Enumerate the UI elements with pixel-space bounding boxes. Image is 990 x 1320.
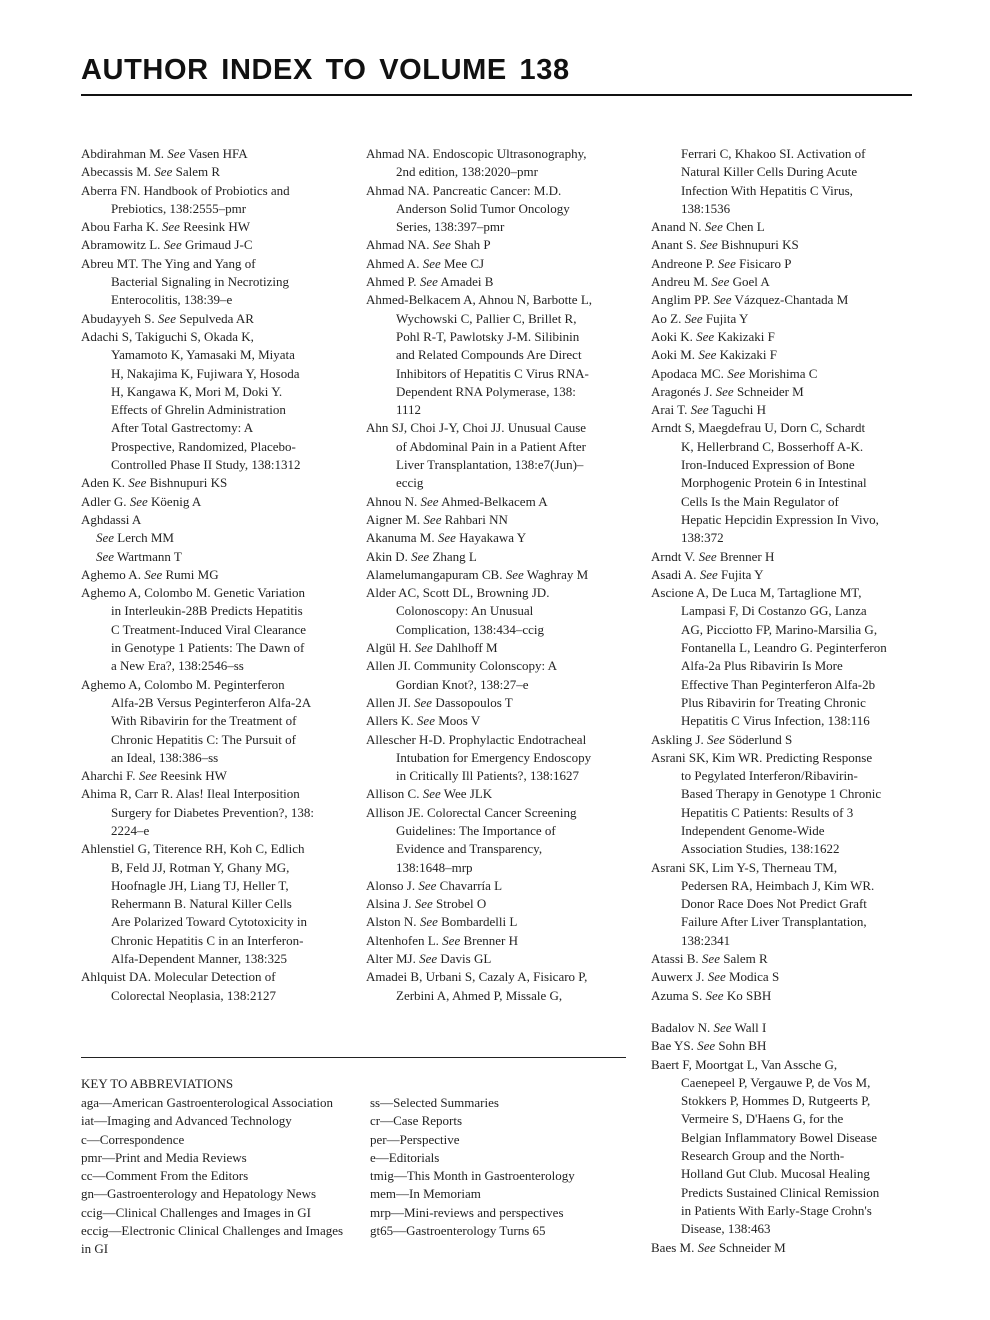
index-entry-continuation: Effective Than Peginterferon Alfa-2b xyxy=(681,676,876,692)
abbreviation-item: per—Perspective xyxy=(370,1131,460,1147)
index-entry-continuation: Belgian Inflammatory Bowel Disease xyxy=(681,1129,878,1145)
index-entry: Akanuma M. See Hayakawa Y xyxy=(366,530,527,546)
index-entry-continuation: in Genotype 1 Patients: The Dawn of xyxy=(111,640,305,656)
index-entry: Aoki K. See Kakizaki F xyxy=(651,328,775,344)
index-entry: Ahn SJ, Choi J-Y, Choi JJ. Unusual Cause xyxy=(366,420,587,436)
index-entry: Allescher H-D. Prophylactic Endotracheal xyxy=(366,731,587,747)
index-entry-continuation: Caenepeel P, Vergauwe P, de Vos M, xyxy=(681,1074,871,1090)
index-entry-continuation: Donor Race Does Not Predict Graft xyxy=(681,896,867,912)
index-entry: Allison JE. Colorectal Cancer Screening xyxy=(366,804,577,820)
index-entry-continuation: of Abdominal Pain in a Patient After xyxy=(396,438,586,454)
index-entry: Apodaca MC. See Morishima C xyxy=(651,365,818,381)
index-entry-continuation: Prebiotics, 138:2555–pmr xyxy=(111,200,247,216)
index-column-2 xyxy=(366,145,636,1005)
index-entry-continuation: Pedersen RA, Heimbach J, Kim WR. xyxy=(681,877,875,893)
index-entry-continuation: Prospective, Randomized, Placebo- xyxy=(111,438,296,454)
index-entry: Baes M. See Schneider M xyxy=(651,1239,786,1255)
index-entry: Ahmad NA. Endoscopic Ultrasonography, xyxy=(366,146,587,161)
index-entry-continuation: Hepatitis C Patients: Results of 3 xyxy=(681,804,854,820)
index-entry-continuation: Controlled Phase II Study, 138:1312 xyxy=(111,457,301,473)
index-entry-continuation: Chronic Hepatitis C: The Pursuit of xyxy=(111,731,296,747)
index-entry-continuation: Anderson Solid Tumor Oncology xyxy=(396,200,570,216)
index-entry: Ahlenstiel G, Titerence RH, Koh C, Edlich xyxy=(81,841,305,857)
index-entry-continuation: Lampasi F, Di Costanzo GG, Lanza xyxy=(681,603,867,619)
index-entry-continuation: Colonoscopy: An Unusual xyxy=(396,603,534,619)
index-entry-continuation: 138:1648–mrp xyxy=(396,859,473,875)
index-entry: Arndt S, Maegdefrau U, Dorn C, Schardt xyxy=(651,420,866,436)
index-entry: Abreu MT. The Ying and Yang of xyxy=(81,255,256,271)
index-entry: Aigner M. See Rahbari NN xyxy=(366,511,508,527)
index-entry: Bae YS. See Sohn BH xyxy=(651,1038,767,1054)
index-entry-continuation: Based Therapy in Genotype 1 Chronic xyxy=(681,786,882,802)
index-entry-continuation: 2nd edition, 138:2020–pmr xyxy=(396,164,538,180)
index-entry: Alonso J. See Chavarría L xyxy=(366,877,503,893)
abbreviation-item: ss—Selected Summaries xyxy=(370,1095,499,1110)
index-entry-continuation: eccig xyxy=(396,475,424,491)
key-rule xyxy=(81,1057,626,1058)
index-entry: Aghemo A, Colombo M. Genetic Variation xyxy=(81,585,305,601)
index-entry: Akin D. See Zhang L xyxy=(366,548,477,564)
index-entry: Ahmad NA. Pancreatic Cancer: M.D. xyxy=(366,182,562,198)
index-entry-continuation: Effects of Ghrelin Administration xyxy=(111,402,286,418)
index-entry: Adachi S, Takiguchi S, Okada K, xyxy=(81,328,254,344)
index-entry: Anant S. See Bishnupuri KS xyxy=(651,237,799,253)
index-entry: Asrani SK, Kim WR. Predicting Response xyxy=(651,749,873,765)
index-entry: Anand N. See Chen L xyxy=(651,219,765,235)
index-entry-continuation: Independent Genome-Wide xyxy=(681,822,825,838)
index-entry-continuation: B, Feld JJ, Rotman Y, Ghany MG, xyxy=(111,859,290,875)
index-entry-continuation: Guidelines: The Importance of xyxy=(396,822,556,838)
index-entry: Allen JI. See Dassopoulos T xyxy=(366,694,513,710)
index-entry-continuation: Research Group and the North- xyxy=(681,1148,845,1164)
index-entry-continuation: Plus Ribavirin for Treating Chronic xyxy=(681,694,866,710)
index-entry: Auwerx J. See Modica S xyxy=(651,969,780,985)
key-title: KEY TO ABBREVIATIONS xyxy=(81,1076,234,1091)
index-entry-continuation: Complication, 138:434–ccig xyxy=(396,621,545,637)
index-entry-continuation: 138:2341 xyxy=(681,932,731,948)
index-entry: Allen JI. Community Colonscopy: A xyxy=(366,658,558,674)
index-entry: Ao Z. See Fujita Y xyxy=(651,310,749,326)
index-entry: See Wartmann T xyxy=(96,548,182,564)
index-entry: Anglim PP. See Vázquez-Chantada M xyxy=(651,292,849,308)
index-entry-continuation: Are Polarized Toward Cytotoxicity in xyxy=(111,914,307,930)
index-entry-continuation: Morphogenic Protein 6 in Intestinal xyxy=(681,475,867,491)
index-entry-continuation: With Ribavirin for the Treatment of xyxy=(111,713,297,729)
index-entry: Aghemo A. See Rumi MG xyxy=(81,566,219,582)
index-entry-continuation: Alfa-Dependent Manner, 138:325 xyxy=(111,951,288,967)
index-entry: Abudayyeh S. See Sepulveda AR xyxy=(81,310,254,326)
abbreviation-item: mem—In Memoriam xyxy=(370,1186,481,1202)
index-entry-continuation: Rehermann B. Natural Killer Cells xyxy=(111,896,292,912)
index-entry: Amadei B, Urbani S, Cazaly A, Fisicaro P, xyxy=(366,969,588,985)
index-entry-continuation: Hepatitis C Virus Infection, 138:116 xyxy=(681,713,870,729)
index-entry-continuation: K, Hellerbrand C, Bosserhoff A-K. xyxy=(681,438,864,454)
index-entry-continuation: Evidence and Transparency, xyxy=(396,841,543,857)
index-entry: Ahnou N. See Ahmed-Belkacem A xyxy=(366,493,548,509)
index-entry: Arai T. See Taguchi H xyxy=(651,402,766,418)
index-column-1 xyxy=(81,145,356,1005)
index-entry: Aghdassi A xyxy=(81,511,142,527)
index-entry-continuation: Infection With Hepatitis C Virus, xyxy=(681,182,853,198)
index-entry-continuation: Alfa-2B Versus Peginterferon Alfa-2A xyxy=(111,694,312,710)
index-entry: Ahmad NA. See Shah P xyxy=(366,237,491,253)
key-list-left xyxy=(81,1094,366,1259)
index-entry: Altenhofen L. See Brenner H xyxy=(366,932,518,948)
index-entry: Allers K. See Moos V xyxy=(366,713,481,729)
index-entry: Asrani SK, Lim Y-S, Therneau TM, xyxy=(651,859,838,875)
section-gap xyxy=(651,1005,913,1019)
index-entry-continuation: Bacterial Signaling in Necrotizing xyxy=(111,274,289,290)
index-entry-continuation: Holland Gut Club. Mucosal Healing xyxy=(681,1166,870,1182)
index-entry: Atassi B. See Salem R xyxy=(651,951,768,967)
abbreviation-item: e—Editorials xyxy=(370,1149,440,1165)
index-entry: Andreu M. See Goel A xyxy=(651,274,770,290)
index-entry: Badalov N. See Wall I xyxy=(651,1019,767,1035)
index-entry-continuation: Predicts Sustained Clinical Remission xyxy=(681,1184,880,1200)
index-entry: Alder AC, Scott DL, Browning JD. xyxy=(366,585,550,601)
index-entry-continuation: Gordian Knot?, 138:27–e xyxy=(396,676,529,692)
index-entry-continuation: 2224–e xyxy=(111,822,150,838)
index-entry: Alamelumangapuram CB. See Waghray M xyxy=(366,566,589,582)
index-entry-continuation: a New Era?, 138:2546–ss xyxy=(111,658,244,674)
index-entry: Alsina J. See Strobel O xyxy=(366,896,487,912)
index-entry-continuation: Colorectal Neoplasia, 138:2127 xyxy=(111,987,276,1003)
index-entry: Ahmed-Belkacem A, Ahnou N, Barbotte L, xyxy=(366,292,593,308)
index-entry: Ahlquist DA. Molecular Detection of xyxy=(81,969,276,985)
index-entry-continuation: Surgery for Diabetes Prevention?, 138: xyxy=(111,804,315,820)
index-entry: Aharchi F. See Reesink HW xyxy=(81,768,227,784)
index-entry: Arndt V. See Brenner H xyxy=(651,548,775,564)
index-entry-continuation: Association Studies, 138:1622 xyxy=(681,841,840,857)
index-entry-continuation: in Patients With Early-Stage Crohn's xyxy=(681,1202,872,1218)
index-entry: Andreone P. See Fisicaro P xyxy=(651,255,792,271)
index-entry-continuation: Hoofnagle JH, Liang TJ, Heller T, xyxy=(111,877,289,893)
index-entry: Aden K. See Bishnupuri KS xyxy=(81,475,228,491)
index-entry-continuation: Zerbini A, Ahmed P, Missale G, xyxy=(396,987,563,1003)
index-entry: Alston N. See Bombardelli L xyxy=(366,914,518,930)
abbreviation-item: eccig—Electronic Clinical Challenges and Images in GI xyxy=(81,1223,344,1257)
abbreviation-item: pmr—Print and Media Reviews xyxy=(81,1149,247,1165)
index-entry-continuation: H, Nakajima K, Fujiwara Y, Hosoda xyxy=(111,365,300,381)
index-entry-continuation: Yamamoto K, Yamasaki M, Miyata xyxy=(111,347,295,363)
page-title: AUTHOR INDEX TO VOLUME 138 xyxy=(81,54,570,86)
index-entry: Azuma S. See Ko SBH xyxy=(651,987,772,1003)
index-entry-continuation: in Critically Ill Patients?, 138:1627 xyxy=(396,768,580,784)
index-entry: Ascione A, De Luca M, Tartaglione MT, xyxy=(651,585,862,601)
index-entry: Abou Farha K. See Reesink HW xyxy=(81,219,250,235)
index-entry-continuation: to Pegylated Interferon/Ribavirin- xyxy=(681,768,858,784)
index-entry-continuation: Liver Transplantation, 138:e7(Jun)– xyxy=(396,457,584,473)
title-rule xyxy=(81,94,912,96)
index-entry-continuation: Vermeire S, D'Haens G, for the xyxy=(681,1111,844,1127)
index-entry: Algül H. See Dahlhoff M xyxy=(366,640,498,656)
index-entry: Adler G. See Köenig A xyxy=(81,493,202,509)
key-list-right xyxy=(370,1094,625,1240)
index-entry: Baert F, Moortgat L, Van Assche G, xyxy=(651,1056,838,1072)
index-entry-continuation: Iron-Induced Expression of Bone xyxy=(681,457,855,473)
index-entry: Abramowitz L. See Grimaud J-C xyxy=(81,237,253,253)
index-entry-continuation: Alfa-2a Plus Ribavirin Is More xyxy=(681,658,843,674)
index-entry-continuation: Pohl R-T, Pawlotsky J-M. Silibinin xyxy=(396,328,580,344)
index-entry-continuation: After Total Gastrectomy: A xyxy=(111,420,254,436)
index-entry: Ahmed P. See Amadei B xyxy=(366,274,494,290)
index-entry: Aghemo A, Colombo M. Peginterferon xyxy=(81,676,285,692)
index-entry: Allison C. See Wee JLK xyxy=(366,786,493,802)
index-entry-continuation: Inhibitors of Hepatitis C Virus RNA- xyxy=(396,365,589,381)
index-entry-continuation: Fontanella L, Leandro G. Peginterferon xyxy=(681,640,887,656)
index-entry: Aoki M. See Kakizaki F xyxy=(651,347,778,363)
abbreviation-item: cr—Case Reports xyxy=(370,1113,463,1129)
index-entry: Asadi A. See Fujita Y xyxy=(651,566,764,582)
index-entry: Ahima R, Carr R. Alas! Ileal Interposition xyxy=(81,786,300,802)
abbreviation-item: aga—American Gastroenterological Association xyxy=(81,1095,333,1110)
index-entry-continuation: AG, Picciotto FP, Marino-Marsilia G, xyxy=(681,621,878,637)
index-entry-continuation: Hepatic Hepcidin Expression In Vivo, xyxy=(681,511,879,527)
index-entry-continuation: 1112 xyxy=(396,402,422,418)
index-entry-continuation: 138:372 xyxy=(681,530,724,546)
index-entry-continuation: Enterocolitis, 138:39–e xyxy=(111,292,233,308)
index-entry: Abdirahman M. See Vasen HFA xyxy=(81,146,248,161)
abbreviation-item: tmig—This Month in Gastroenterology xyxy=(370,1168,575,1184)
index-entry-continuation: Failure After Liver Transplantation, xyxy=(681,914,867,930)
index-entry-continuation: an Ideal, 138:386–ss xyxy=(111,749,219,765)
index-entry: Alter MJ. See Davis GL xyxy=(366,951,492,967)
index-entry: Aragonés J. See Schneider M xyxy=(651,383,804,399)
index-entry-continuation: Intubation for Emergency Endoscopy xyxy=(396,749,592,765)
index-entry: Askling J. See Söderlund S xyxy=(651,731,793,747)
abbreviation-item: mrp—Mini-reviews and perspectives xyxy=(370,1204,564,1220)
index-entry: See Lerch MM xyxy=(96,530,174,546)
abbreviation-item: cc—Comment From the Editors xyxy=(81,1168,249,1184)
index-entry-continuation: Wychowski C, Pallier C, Brillet R, xyxy=(396,310,577,326)
index-entry-continuation: and Related Compounds Are Direct xyxy=(396,347,582,363)
index-column-3 xyxy=(651,145,913,1257)
abbreviation-item: gn—Gastroenterology and Hepatology News xyxy=(81,1186,317,1202)
index-entry-continuation: Chronic Hepatitis C in an Interferon- xyxy=(111,932,304,948)
index-entry-continuation: Disease, 138:463 xyxy=(681,1221,771,1237)
index-entry: Aberra FN. Handbook of Probiotics and xyxy=(81,182,290,198)
abbreviation-item: ccig—Clinical Challenges and Images in GI xyxy=(81,1204,311,1220)
abbreviation-item: gt65—Gastroenterology Turns 65 xyxy=(370,1223,546,1239)
index-entry-continuation: in Interleukin-28B Predicts Hepatitis xyxy=(111,603,303,619)
index-entry-continuation: C Treatment-Induced Viral Clearance xyxy=(111,621,306,637)
index-entry: Abecassis M. See Salem R xyxy=(81,164,221,180)
index-entry-continuation: Dependent RNA Polymerase, 138: xyxy=(396,383,576,399)
index-entry-continuation: Cells Is the Main Regulator of xyxy=(681,493,839,509)
index-entry-continuation: Ferrari C, Khakoo SI. Activation of xyxy=(681,146,866,161)
index-entry-continuation: Stokkers P, Hommes D, Rutgeerts P, xyxy=(681,1093,871,1109)
index-entry-continuation: H, Kangawa K, Mori M, Doki Y. xyxy=(111,383,283,399)
index-entry-continuation: 138:1536 xyxy=(681,200,731,216)
abbreviation-item: c—Correspondence xyxy=(81,1131,185,1147)
index-entry: Ahmed A. See Mee CJ xyxy=(366,255,485,271)
abbreviation-item: iat—Imaging and Advanced Technology xyxy=(81,1113,292,1129)
index-entry-continuation: Series, 138:397–pmr xyxy=(396,219,505,235)
index-entry-continuation: Natural Killer Cells During Acute xyxy=(681,164,858,180)
